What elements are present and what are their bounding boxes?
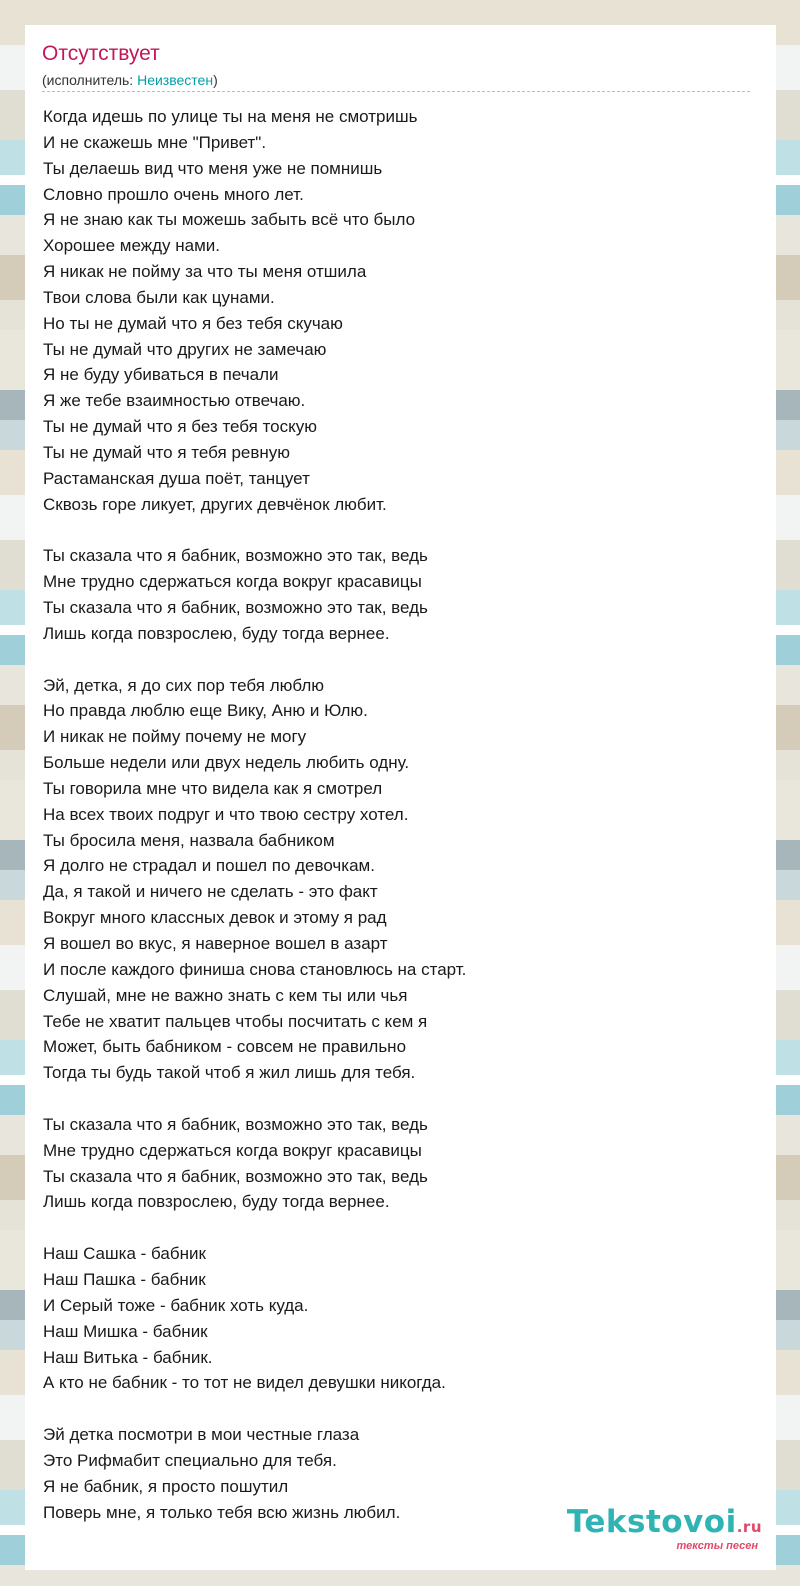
lyrics-line: Эй детка посмотри в мои честные глаза xyxy=(43,1425,360,1445)
lyrics-line: Я не бабник, я просто пошутил xyxy=(43,1476,289,1496)
lyrics-line: Сквозь горе ликует, других девчёнок любит. xyxy=(43,494,387,514)
site-logo[interactable] xyxy=(567,1506,762,1552)
lyrics-line: Ты сказала что я бабник, возможно это так, ведь xyxy=(43,1114,428,1134)
lyrics-line: Я вошел во вкус, я наверное вошел в азарт xyxy=(43,934,388,953)
lyrics-card xyxy=(25,25,776,1570)
lyrics-line: Растаманская душа поёт, танцует xyxy=(43,468,310,488)
lyrics-line: Я никак не пойму за что ты меня отшила xyxy=(43,262,367,282)
lyrics-line: Ты бросила меня, назвала бабником xyxy=(43,830,335,850)
logo-tagline: тексты песен xyxy=(676,1540,758,1552)
lyrics-line: Ты не думай что других не замечаю xyxy=(43,339,327,359)
lyrics-stanza xyxy=(43,543,758,646)
lyrics-line: Тебе не хватит пальцев чтобы посчитать с кем я xyxy=(43,1011,428,1031)
lyrics-line: Словно прошло очень много лет. xyxy=(43,184,304,204)
lyrics-line: Ты не думай что я тебя ревную xyxy=(43,442,291,462)
lyrics-line: Наш Мишка - бабник xyxy=(43,1321,208,1341)
lyrics-line: Эй, детка, я до сих пор тебя люблю xyxy=(43,675,325,695)
lyrics-line: Ты сказала что я бабник, возможно это так, ведь xyxy=(43,598,428,618)
lyrics-line: Когда идешь по улице ты на меня не смотришь xyxy=(43,107,418,126)
song-title: Отсутствует xyxy=(42,42,160,65)
lyrics-stanza xyxy=(43,1112,758,1215)
lyrics-line: Наш Витька - бабник. xyxy=(43,1347,213,1367)
lyrics-line: Но ты не думай что я без тебя скучаю xyxy=(43,313,343,333)
lyrics-stanza xyxy=(43,104,758,518)
artist-line xyxy=(42,72,218,88)
lyrics-line: Ты говорила мне что видела как я смотрел xyxy=(43,778,383,798)
lyrics-line: Я долго не страдал и пошел по девочкам. xyxy=(43,856,375,876)
lyrics-stanza xyxy=(43,1241,758,1396)
lyrics-line: Я не знаю как ты можешь забыть всё что было xyxy=(43,210,416,230)
lyrics-line: Мне трудно сдержаться когда вокруг красавицы xyxy=(43,572,422,592)
lyrics-line: Наш Сашка - бабник xyxy=(43,1244,206,1264)
lyrics-line: Но правда люблю еще Вику, Аню и Юлю. xyxy=(43,701,368,721)
title-divider xyxy=(42,91,750,92)
artist-prefix: (исполнитель: xyxy=(42,72,138,88)
lyrics-stanza xyxy=(43,673,758,1087)
lyrics-line: Да, я такой и ничего не сделать - это факт xyxy=(43,882,378,902)
logo-wordmark xyxy=(567,1506,762,1543)
lyrics-line: Я же тебе взаимностью отвечаю. xyxy=(43,391,306,411)
lyrics-line: А кто не бабник - то тот не видел девушки никогда. xyxy=(43,1373,446,1393)
lyrics-line: Я не буду убиваться в печали xyxy=(43,365,279,385)
lyrics-line: И после каждого финиша снова становлюсь на старт. xyxy=(43,959,467,979)
lyrics-line: Наш Пашка - бабник xyxy=(43,1269,206,1289)
lyrics-line: И Серый тоже - бабник хоть куда. xyxy=(43,1295,309,1315)
lyrics-line: Твои слова были как цунами. xyxy=(43,287,275,307)
artist-link[interactable]: Неизвестен xyxy=(137,72,214,88)
artist-suffix: ) xyxy=(213,72,218,88)
lyrics-line: Вокруг много классных девок и этому я рад xyxy=(43,908,387,928)
lyrics-line: Ты сказала что я бабник, возможно это так, ведь xyxy=(43,1166,428,1186)
lyrics-line: Может, быть бабником - совсем не правильно xyxy=(43,1037,407,1057)
lyrics-line: Ты не думай что я без тебя тоскую xyxy=(43,417,318,437)
logo-tld: .ru xyxy=(736,1518,762,1536)
lyrics-line: Это Рифмабит специально для тебя. xyxy=(43,1450,337,1470)
lyrics-line: Тогда ты будь такой чтоб я жил лишь для тебя. xyxy=(43,1063,416,1083)
lyrics-line: Больше недели или двух недель любить одну. xyxy=(43,753,410,773)
logo-main-text: Tekstovoi xyxy=(566,1504,737,1540)
lyrics-line: Ты делаешь вид что меня уже не помнишь xyxy=(43,158,383,178)
lyrics-line: Поверь мне, я только тебя всю жизнь любил. xyxy=(43,1502,401,1522)
lyrics-line: И не скажешь мне "Привет". xyxy=(43,132,267,152)
lyrics-line: Лишь когда повзрослею, буду тогда вернее. xyxy=(43,623,390,643)
lyrics-line: Ты сказала что я бабник, возможно это так, ведь xyxy=(43,546,428,566)
lyrics-line: На всех твоих подруг и что твою сестру хотел. xyxy=(43,804,409,824)
lyrics-line: Хорошее между нами. xyxy=(43,236,220,256)
lyrics-line: Слушай, мне не важно знать с кем ты или чья xyxy=(43,985,408,1005)
lyrics-text xyxy=(43,104,758,1525)
lyrics-line: И никак не пойму почему не могу xyxy=(43,727,307,747)
lyrics-line: Мне трудно сдержаться когда вокруг красавицы xyxy=(43,1140,422,1160)
lyrics-line: Лишь когда повзрослею, буду тогда вернее. xyxy=(43,1192,390,1212)
